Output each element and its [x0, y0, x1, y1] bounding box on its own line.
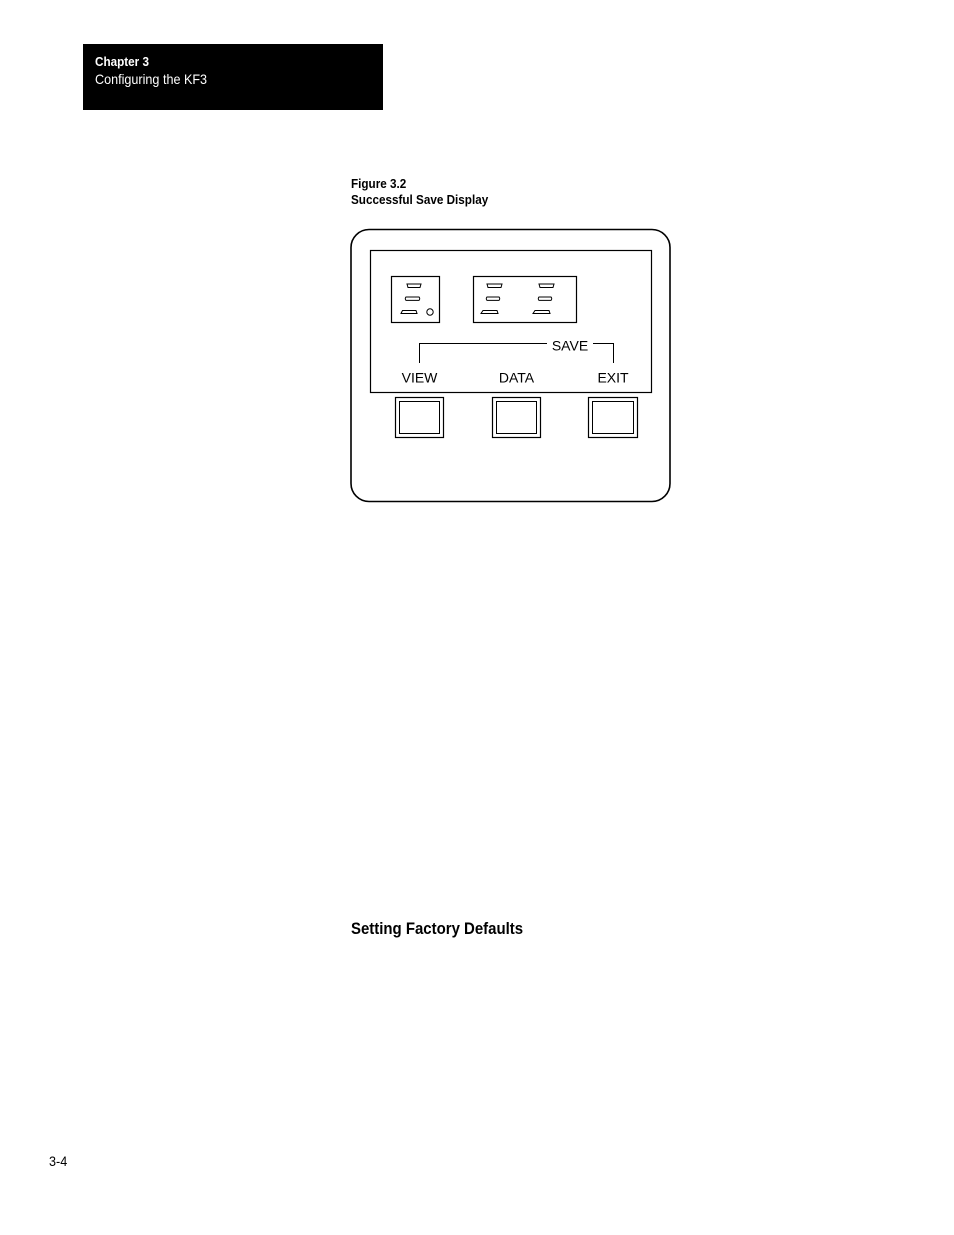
exit-softkey-button[interactable]: [589, 398, 638, 438]
chapter-subtitle: Configuring the KF3: [95, 71, 208, 87]
display-label-save: SAVE: [551, 337, 589, 354]
view-softkey-button[interactable]: [396, 398, 444, 438]
digit-box-right: [474, 277, 577, 323]
digit-box-left: [392, 277, 440, 323]
device-panel-svg: [350, 228, 674, 506]
figure-title: Successful Save Display: [351, 192, 489, 207]
chapter-header: [83, 44, 383, 110]
device-illustration: [350, 228, 674, 511]
softkey-label-view: VIEW: [401, 369, 438, 386]
device-housing: [351, 230, 670, 502]
page-number: 3-4: [49, 1153, 68, 1169]
figure-number: Figure 3.2: [351, 176, 407, 191]
figure-caption: [351, 176, 488, 208]
softkey-label-exit: EXIT: [597, 369, 629, 386]
data-softkey-button[interactable]: [493, 398, 541, 438]
chapter-label: Chapter 3: [95, 54, 149, 69]
decimal-point-icon: [427, 309, 433, 315]
section-heading: Setting Factory Defaults: [351, 919, 524, 938]
softkey-label-data: DATA: [498, 369, 535, 386]
